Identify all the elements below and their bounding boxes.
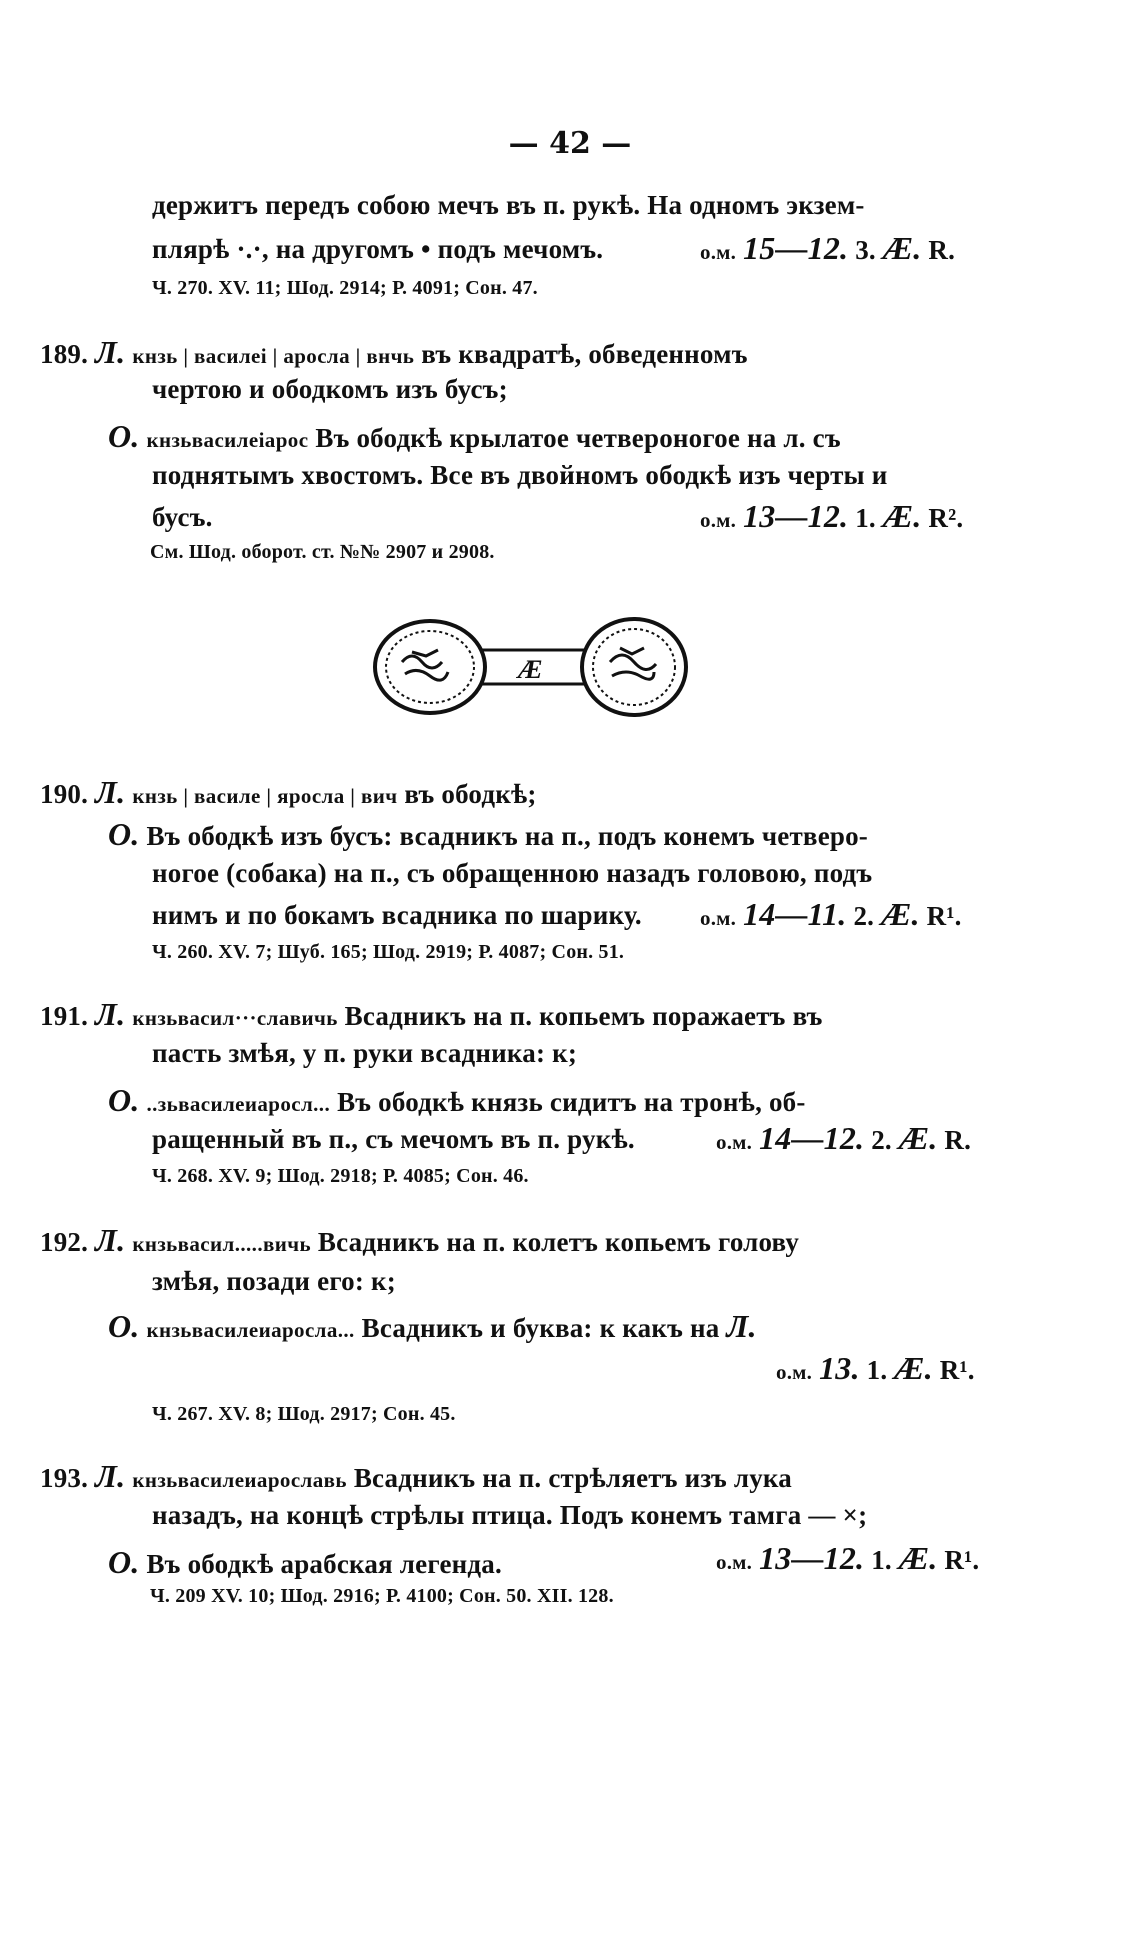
- obverse-text: Всадникъ на п. копьемъ поражаетъ въ: [344, 1001, 823, 1031]
- entry-193-refs: Ч. 209 XV. 10; Шод. 2916; Р. 4100; Сон. 50. XII. 128.: [150, 1585, 614, 1607]
- grade: 2.: [853, 901, 875, 931]
- metal: Æ.: [898, 1540, 938, 1576]
- entry-191-refs: Ч. 268. XV. 9; Шод. 2918; Р. 4085; Сон. 46.: [152, 1165, 529, 1187]
- entry-189-measure: [700, 500, 963, 532]
- entry-191-obverse-2: пасть змѣя, у п. руки всадника: к;: [152, 1038, 578, 1068]
- reverse-label: О.: [108, 418, 140, 454]
- obverse-text: Всадникъ на п. стрѣляетъ изъ лука: [353, 1463, 792, 1493]
- reverse-label: О.: [108, 1544, 140, 1580]
- entry-193-obverse: [40, 1460, 792, 1492]
- obverse-legend: кнзьвасил.....вичь: [132, 1232, 311, 1256]
- reverse-text-end: Л.: [726, 1308, 757, 1344]
- entry-192-reverse: [108, 1310, 757, 1342]
- entry-number: 190.: [40, 779, 89, 809]
- rarity: R.: [928, 235, 956, 265]
- entry-number: 191.: [40, 1001, 89, 1031]
- coin-illustration: [370, 612, 690, 722]
- entry-190-reverse-3: нимъ и по бокамъ всадника по шарику.: [152, 900, 642, 930]
- entry-193-obverse-2: назадъ, на концѣ стрѣлы птица. Подъ конемъ тамга — ×;: [152, 1500, 868, 1530]
- obverse-legend: кнзьвасил···славичь: [132, 1006, 338, 1030]
- rarity: R².: [928, 503, 964, 533]
- measure-value: 13—12.: [759, 1540, 865, 1576]
- measure-value: 14—11.: [743, 896, 847, 932]
- obverse-legend: кнзьвасилеиарославь: [132, 1468, 347, 1492]
- reverse-text: Въ ободкѣ князь сидитъ на тронѣ, об-: [337, 1087, 806, 1117]
- obverse-legend: кнзь | василе | ярослa | вич: [132, 784, 398, 808]
- reverse-text: Въ ободкѣ изъ бусъ: всадникъ на п., подъ конемъ четверо-: [146, 821, 869, 851]
- grade: 1.: [871, 1545, 892, 1575]
- reverse-label: О.: [108, 1082, 140, 1118]
- obverse-label: Л.: [95, 334, 126, 370]
- reverse-text: Въ ободкѣ крылатое четвероногое на л. съ: [315, 423, 841, 453]
- page-number: — 42 —: [508, 126, 632, 161]
- metal: Æ.: [881, 896, 920, 932]
- measure-label: о.м.: [700, 508, 737, 532]
- rarity: R¹.: [939, 1355, 975, 1385]
- figure-label: Æ: [518, 655, 543, 684]
- entry-189-reverse: [108, 420, 841, 452]
- entry-189-obverse-2: чертою и ободкомъ изъ бусъ;: [152, 374, 508, 404]
- rarity: R¹.: [926, 901, 962, 931]
- entry-190-obverse: [40, 776, 537, 808]
- entry-191-reverse-2: ращенный въ п., съ мечомъ въ п. рукѣ.: [152, 1124, 635, 1154]
- entry-189-refs: См. Шод. оборот. ст. №№ 2907 и 2908.: [150, 541, 495, 563]
- entry-190-measure: [700, 898, 962, 930]
- reverse-legend: кнзьвасилеиаросла...: [146, 1318, 355, 1342]
- entry-191-obverse: [40, 998, 823, 1030]
- grade: 2.: [871, 1125, 892, 1155]
- intro-refs: Ч. 270. XV. 11; Шод. 2914; Р. 4091; Сон. 47.: [152, 277, 538, 299]
- measure-label: о.м.: [700, 906, 737, 930]
- obverse-label: Л.: [95, 1458, 126, 1494]
- obverse-legend: кнзь | василеі | аросла | внчь: [132, 344, 415, 368]
- measure-value: 13.: [819, 1350, 860, 1386]
- entry-190-refs: Ч. 260. XV. 7; Шуб. 165; Шод. 2919; Р. 4087; Сон. 51.: [152, 941, 625, 963]
- obverse-text: въ квадратѣ, обведенномъ: [421, 339, 748, 369]
- entry-192-measure: [776, 1352, 975, 1384]
- entry-number: 189.: [40, 339, 89, 369]
- reverse-legend: кнзьвасилеіарос: [146, 428, 309, 452]
- entry-189-reverse-3: бусъ.: [152, 502, 213, 532]
- entry-193-reverse: [108, 1546, 502, 1578]
- entry-192-refs: Ч. 267. XV. 8; Шод. 2917; Сон. 45.: [152, 1403, 456, 1425]
- measure-label: о.м.: [776, 1360, 813, 1384]
- measure-label: о.м.: [716, 1130, 753, 1154]
- entry-192-obverse: [40, 1224, 799, 1256]
- entry-193-measure: [716, 1542, 979, 1574]
- entry-191-reverse: [108, 1084, 806, 1116]
- grade: 1.: [855, 503, 876, 533]
- coin-reverse: [582, 619, 686, 715]
- measure-value: 15—12.: [743, 230, 849, 266]
- grade: 3.: [855, 235, 876, 265]
- measure-value: 13—12.: [743, 498, 849, 534]
- coin-figure: [370, 612, 690, 726]
- entry-189-obverse: [40, 336, 748, 368]
- entry-190-reverse: [108, 818, 868, 850]
- entry-number: 193.: [40, 1463, 89, 1493]
- reverse-legend: ..зьвасилеиаросл...: [146, 1092, 331, 1116]
- metal: Æ.: [882, 498, 922, 534]
- intro-line-1: держитъ передъ собою мечъ въ п. рукѣ. На одномъ экзем-: [152, 190, 865, 220]
- obverse-text: Всадникъ на п. колетъ копьемъ голову: [317, 1227, 800, 1257]
- obverse-label: Л.: [95, 774, 126, 810]
- measure-label: о.м.: [716, 1550, 753, 1574]
- metal: Æ.: [898, 1120, 938, 1156]
- obverse-label: Л.: [95, 1222, 126, 1258]
- reverse-label: О.: [108, 1308, 140, 1344]
- rarity: R.: [944, 1125, 972, 1155]
- entry-191-measure: [716, 1122, 971, 1154]
- entry-192-obverse-2: змѣя, позади его: к;: [152, 1266, 396, 1296]
- measure-label: о.м.: [700, 240, 737, 264]
- metal: Æ.: [894, 1350, 933, 1386]
- grade: 1.: [866, 1355, 888, 1385]
- reverse-label: О.: [108, 816, 140, 852]
- obverse-text: въ ободкѣ;: [404, 779, 537, 809]
- entry-190-reverse-2: ногое (собака) на п., съ обращенною назадъ головою, подъ: [152, 858, 873, 888]
- obverse-label: Л.: [95, 996, 126, 1032]
- intro-measure: [700, 232, 955, 264]
- entry-189-reverse-2: поднятымъ хвостомъ. Все въ двойномъ ободкѣ изъ черты и: [152, 460, 888, 490]
- rarity: R¹.: [944, 1545, 980, 1575]
- metal: Æ.: [882, 230, 922, 266]
- intro-line-2: плярѣ ·.·, на другомъ • подъ мечомъ.: [152, 234, 604, 264]
- reverse-text: Въ ободкѣ арабская легенда.: [146, 1549, 502, 1579]
- measure-value: 14—12.: [759, 1120, 865, 1156]
- entry-number: 192.: [40, 1227, 89, 1257]
- reverse-text: Всадникъ и буква: к какъ на: [361, 1313, 720, 1343]
